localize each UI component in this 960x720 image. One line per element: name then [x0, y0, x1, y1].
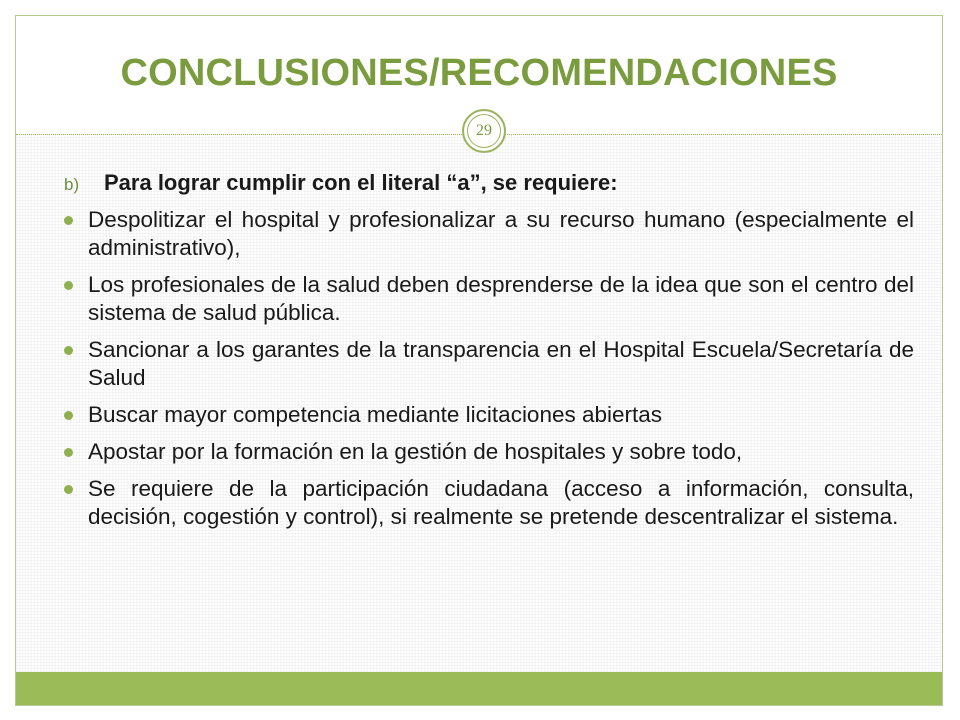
bullet-dot-icon [64, 216, 73, 225]
bullet-list [64, 206, 914, 531]
bullet-item [64, 438, 914, 466]
bullet-dot-icon [64, 448, 73, 457]
bullet-dot-icon [64, 485, 73, 494]
page-number: 29 [476, 122, 492, 139]
footer-bar [16, 672, 942, 705]
bullet-text: Apostar por la formación en la gestión de hospitales y sobre todo, [88, 439, 743, 464]
bullet-text: Buscar mayor competencia mediante licitaciones abiertas [88, 402, 663, 427]
slide [15, 15, 943, 706]
bullet-dot-icon [64, 411, 73, 420]
bullet-item [64, 206, 914, 262]
bullet-item [64, 336, 914, 392]
bullet-dot-icon [64, 346, 73, 355]
bullet-item [64, 401, 914, 429]
page-number-badge [462, 109, 506, 153]
lead-line [64, 170, 914, 196]
slide-title: CONCLUSIONES/RECOMENDACIONES [120, 52, 838, 94]
bullet-item [64, 271, 914, 327]
bullet-text: Los profesionales de la salud deben desprenderse de la idea que son el centro del sistema de salud pública. [88, 272, 914, 325]
slide-content [64, 170, 914, 540]
bullet-item [64, 475, 914, 531]
bullet-text: Despolitizar el hospital y profesionalizar a su recurso humano (especialmente el administrativo), [88, 207, 914, 260]
bullet-text: Sancionar a los garantes de la transparencia en el Hospital Escuela/Secretaría de Salud [88, 337, 914, 390]
lead-marker: b) [64, 175, 80, 194]
lead-text: Para lograr cumplir con el literal “a”, se requiere: [104, 170, 618, 195]
bullet-dot-icon [64, 281, 73, 290]
bullet-text: Se requiere de la participación ciudadana (acceso a información, consulta, decisión, cogestión y control), si realmente se pretende descentralizar el sistema. [88, 476, 914, 529]
